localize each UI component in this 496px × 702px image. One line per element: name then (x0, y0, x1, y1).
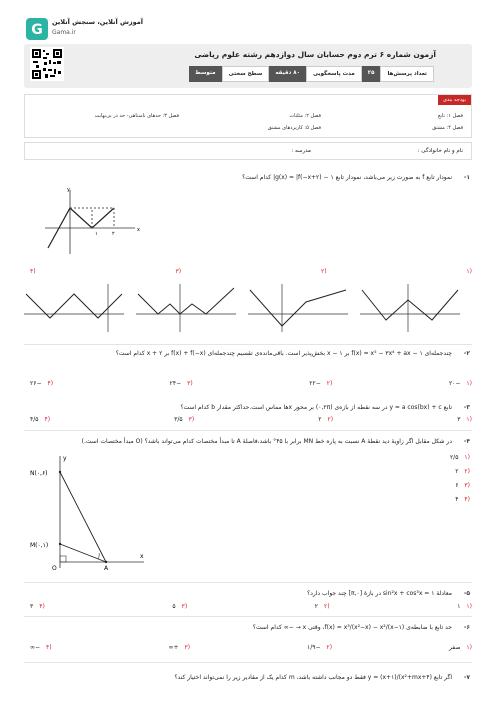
option-4[interactable]: (۴ −∞ (30, 644, 52, 651)
school-label: مدرسه : (291, 148, 311, 154)
triangle-figure (28, 452, 148, 574)
option-1[interactable]: (۱ ۳ (457, 416, 472, 423)
budget-badge: بودجه بندی (438, 95, 471, 105)
stat-label-difficulty: سطح سختی (222, 66, 270, 82)
topic-3: فصل ۳: حدهای نامتناهی- حد در بی‌نهایت (94, 113, 179, 119)
options-row (30, 644, 472, 651)
function-graph (40, 186, 140, 258)
option-3[interactable]: (۳ ۵ (172, 603, 188, 610)
option-3[interactable]: (۳ ۳/۵ (174, 416, 195, 423)
question-number: -۷ (463, 674, 470, 681)
qr-code (30, 47, 64, 81)
question-number: -۵ (463, 590, 470, 597)
stat-value-difficulty: متوسط (189, 66, 221, 82)
point-a-label: A (104, 565, 109, 572)
brand-logo (26, 18, 48, 40)
option-4-label[interactable]: (۴ (30, 268, 36, 275)
option-1[interactable]: (۱ ۱ (457, 603, 472, 610)
divider (24, 582, 472, 583)
exam-title: آزمون شماره ۶ ترم دوم حسابان سال دوازدهم رشته علوم ریاضی (194, 50, 436, 59)
option-1[interactable]: (۱ ۲/۵ (449, 454, 470, 461)
axis-y-label: y (67, 187, 70, 193)
topic-4: فصل ۴: مشتق (432, 125, 463, 131)
question-text: نمودار تابع f به صورت زیر می‌باشد، نمودار تابع g(x) = |f(−x+۲) − ۱| کدام است؟ (242, 174, 452, 181)
stat-value-duration: ۸۰ دقیقه (269, 66, 306, 82)
options-row (30, 268, 472, 275)
question-number: -۴ (463, 438, 470, 445)
option-2[interactable]: (۲ −۲۲ (309, 380, 333, 387)
question-number: -۶ (463, 624, 470, 631)
topic-2: فصل ۲: مثلثات (289, 113, 321, 119)
option-3[interactable]: (۳ ۶ (455, 482, 470, 489)
question-number: -۲ (463, 350, 470, 357)
options-list (410, 454, 470, 503)
option-2[interactable]: (۲ −۱/۹ (307, 644, 333, 651)
option-1-graph[interactable] (358, 280, 462, 336)
stat-label-duration: مدت پاسخگویی (306, 66, 362, 82)
brand-title: آموزش آنلاین، سنجش آنلاین (52, 18, 144, 26)
stat-label-count: تعداد پرسش‌ها (380, 66, 434, 82)
option-3-graph[interactable] (134, 280, 238, 336)
options-row (30, 603, 472, 610)
question-number: -۱ (463, 174, 470, 181)
svg-text:G: G (31, 22, 43, 38)
stat-value-count: ۲۵ (362, 66, 381, 82)
option-4-graph[interactable] (22, 280, 126, 336)
origin-label: O (52, 565, 57, 572)
option-2[interactable]: (۲ ۲ (318, 416, 334, 423)
option-4[interactable]: (۴ ۴ (455, 496, 470, 503)
question-text: حد تابع با ضابطه‌ی f(x) = x³/(x²−x) − x²/(x−۱)، وقتی x → −∞ کدام است؟ (252, 624, 452, 631)
question-number: -۳ (463, 404, 470, 411)
question-text: چندجمله‌ای f(x) = x⁵ − ۳x⁴ + ax − ۱ بر x − ۱ بخش‌پذیر است. باقی‌مانده‌ی تقسیم چندجمله‌ای f(x) + f(−x) بر x + ۲ کدام است؟ (115, 350, 452, 357)
brand-url[interactable]: Gama.ir (52, 29, 76, 36)
option-2-label[interactable]: (۲ (320, 268, 327, 275)
option-2[interactable]: (۲ ۲ (314, 603, 330, 610)
point-n-label: N(۰,۶) (30, 470, 48, 477)
option-2[interactable]: (۲ ۲ (455, 468, 470, 475)
divider (24, 430, 472, 431)
divider (24, 616, 472, 617)
option-3[interactable]: (۳ −۲۴ (169, 380, 193, 387)
student-name-label: نام و نام خانوادگی : (417, 148, 463, 154)
option-4[interactable]: (۴ −۲۶ (30, 380, 54, 387)
axis-x-label: x (140, 553, 144, 560)
axis-x-label: x (137, 227, 140, 233)
student-info (24, 142, 472, 160)
axis-y-label: y (63, 455, 67, 462)
question-text: اگر تابع y = (x+۱)/(x²+mx+۴) فقط دو مجانب داشته باشد، m کدام یک از مقادیر زیر را نمی‌تواند اختیار کند؟ (174, 674, 452, 681)
divider (24, 662, 472, 663)
question-text: تابع y = a cos(bx) + c در سه نقطه از بازه‌ی (۰,۲π) بر محور xها مماس است.حداکثر مقدار b کدام است؟ (180, 404, 452, 411)
divider (24, 344, 472, 345)
tick-1: ۱ (95, 231, 98, 237)
option-4[interactable]: (۴ ۳ (30, 603, 45, 610)
options-row (30, 416, 472, 423)
topic-1: فصل ۱: تابع (437, 113, 463, 119)
option-1[interactable]: (۱ −۲۰ (448, 380, 472, 387)
question-text: در شکل مقابل اگر زاویهٔ دید نقطهٔ A نسبت به پاره خط MN برابر با ۴۵° باشد،فاصلهٔ A تا مبدأ مختصات کدام می‌تواند باشد؟ (O مبدأ مختصات است.) (81, 438, 452, 445)
option-2-graph[interactable] (246, 280, 350, 336)
option-1[interactable]: (۱ صفر (448, 644, 472, 651)
option-3-label[interactable]: (۳ (175, 268, 182, 275)
tick-2: ۲ (112, 231, 115, 237)
option-3[interactable]: (۳ +∞ (168, 644, 191, 651)
options-row (30, 380, 472, 387)
topic-5: فصل ۵: کاربردهای مشتق (267, 125, 321, 131)
option-1-label[interactable]: (۱ (466, 268, 472, 275)
question-text: معادلهٔ sin²x + cos³x = ۱ در بازهٔ [۰,π] چند جواب دارد؟ (307, 590, 452, 597)
point-m-label: M(۰,۱) (30, 542, 49, 549)
budget-section (24, 94, 472, 138)
exam-stats (189, 66, 434, 82)
option-4[interactable]: (۴ ۴/۵ (30, 416, 51, 423)
